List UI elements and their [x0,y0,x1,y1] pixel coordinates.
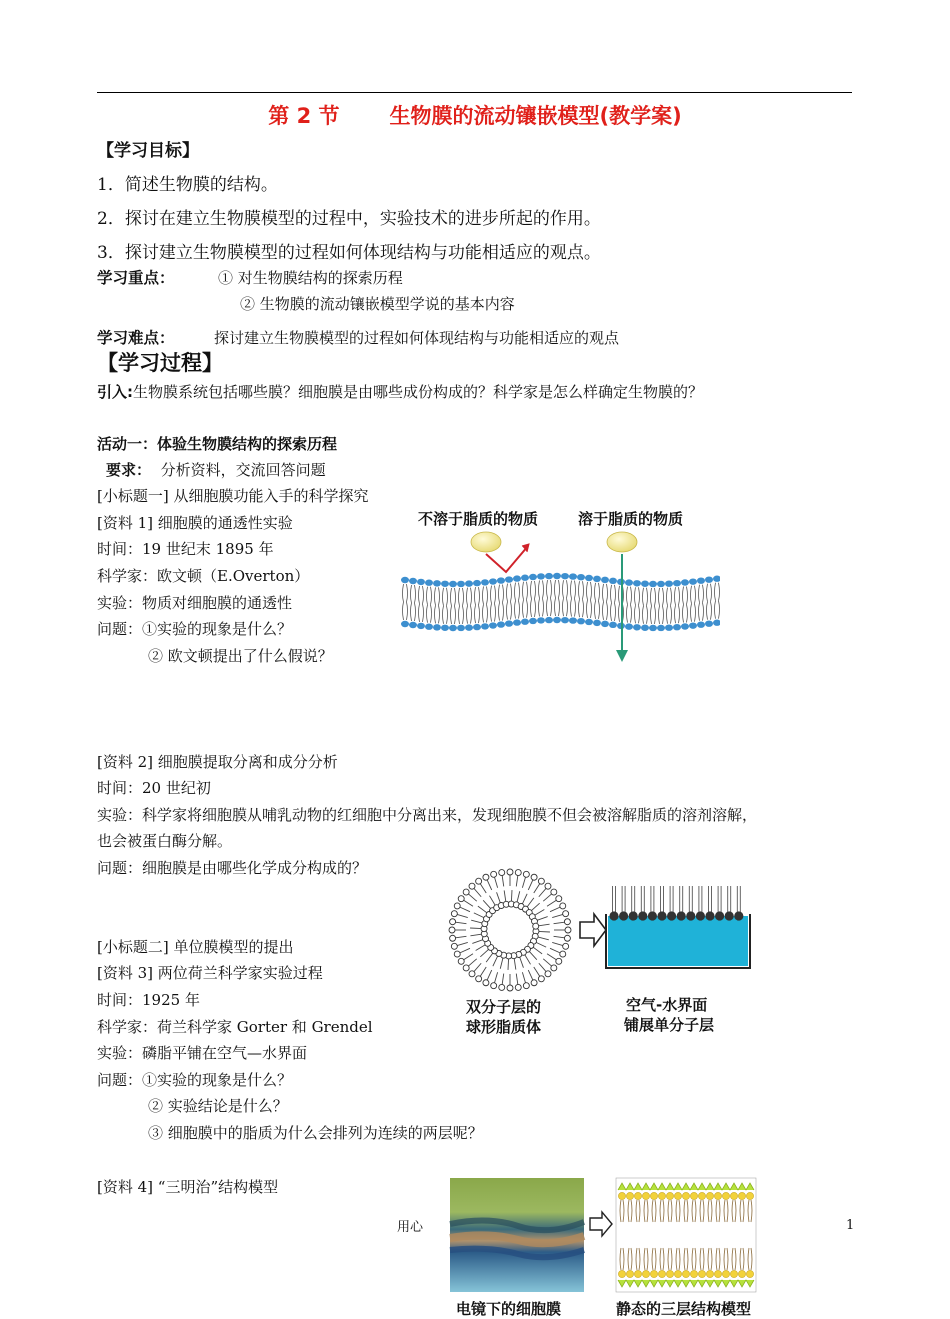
objective-item: 3．探讨建立生物膜模型的过程如何体现结构与功能相适应的观点。 [97,243,601,263]
material3-experiment: 实验：磷脂平铺在空气—水界面 [97,1044,308,1062]
insoluble-particle [471,532,501,552]
material1-title: [资料 1] 细胞膜的通透性实验 [97,514,293,532]
page-number: 1 [846,1218,855,1233]
material3-time: 时间：1925 年 [97,991,200,1009]
activity1-requirement [106,459,326,480]
material3-question1: 问题：①实验的现象是什么？ [97,1071,293,1089]
key-point-item: ② 生物膜的流动镶嵌模型学说的基本内容 [240,295,515,313]
material2-experiment-cont: 也会被蛋白酶分解。 [97,832,233,850]
difficulty-label: 学习难点： [97,329,175,347]
material2-question: 问题：细胞膜是由哪些化学成分构成的？ [97,859,368,877]
pass-arrow-head [616,650,628,662]
material3-title: [资料 3] 两位荷兰科学家实验过程 [97,964,323,982]
material1-question2: ② 欧文顿提出了什么假说？ [148,647,333,665]
footer-left: 用心 [397,1220,424,1235]
material2-title: [资料 2] 细胞膜提取分离和成分分析 [97,753,338,771]
membrane-permeability-figure [400,528,720,668]
liposome [449,869,571,991]
material1-experiment: 实验：物质对细胞膜的通透性 [97,594,293,612]
transition-arrow [580,914,606,946]
material1-question1: 问题：①实验的现象是什么？ [97,620,293,638]
lipid-bilayer [401,573,720,631]
liposome-monolayer-figure [448,864,758,994]
soluble-particle [607,532,637,552]
material3-question3: ③ 细胞膜中的脂质为什么会排列为连续的两层呢？ [148,1124,483,1142]
fig3-right-label: 静态的三层结构模型 [616,1300,752,1318]
intro-label: 引入: [97,383,133,401]
subtitle-two: [小标题二] 单位膜模型的提出 [97,938,294,956]
fig1-label-insoluble: 不溶于脂质的物质 [418,510,539,528]
key-point-item: ① 对生物膜结构的探索历程 [218,269,403,287]
water-surface [608,916,748,966]
fig3-left-label: 电镜下的细胞膜 [456,1300,562,1318]
objective-item: 2．探讨在建立生物膜模型的过程中，实验技术的进步所起的作用。 [97,209,601,229]
subtitle-one: [小标题一] 从细胞膜功能入手的科学探究 [97,487,369,505]
intro-line [97,381,703,402]
key-points-label: 学习重点： [97,269,175,287]
objective-item: 1．简述生物膜的结构。 [97,175,278,195]
material1-scientist: 科学家：欧文顿（E.Overton） [97,567,310,585]
difficulty-text: 探讨建立生物膜模型的过程如何体现结构与功能相适应的观点 [214,329,620,347]
monolayer [609,886,743,921]
intro-text: 生物膜系统包括哪些膜？细胞膜是由哪些成份构成的？科学家是怎么样确定生物膜的？ [133,383,704,401]
fig2-right-label-line1: 空气-水界面 [626,996,708,1014]
material3-scientist: 科学家：荷兰科学家 Gorter 和 Grendel [97,1018,373,1036]
material3-question2: ② 实验结论是什么？ [148,1097,288,1115]
material1-time: 时间：19 世纪末 1895 年 [97,540,274,558]
process-heading: 【学习过程】 [97,351,223,375]
requirement-label: 要求： [106,461,152,479]
sandwich-model-figure [448,1176,766,1294]
page-title: 第 2 节 生物膜的流动镶嵌模型(教学案) [268,104,682,128]
objectives-heading: 【学习目标】 [97,141,199,161]
requirement-text: 分析资料，交流回答问题 [160,461,326,479]
fig2-left-label-line2: 球形脂质体 [466,1018,542,1036]
fig2-right-label-line2: 铺展单分子层 [624,1016,715,1034]
header-rule [97,92,852,93]
fig1-label-soluble: 溶于脂质的物质 [578,510,684,528]
fig2-left-label-line1: 双分子层的 [466,998,542,1016]
activity1-heading: 活动一：体验生物膜结构的探索历程 [97,435,338,453]
material2-experiment: 实验：科学家将细胞膜从哺乳动物的红细胞中分离出来，发现细胞膜不但会被溶解脂质的溶剂溶解， [97,806,758,824]
material2-time: 时间：20 世纪初 [97,779,211,797]
material4-title: [资料 4] “三明治”结构模型 [97,1178,279,1196]
model-arrow [590,1212,612,1236]
